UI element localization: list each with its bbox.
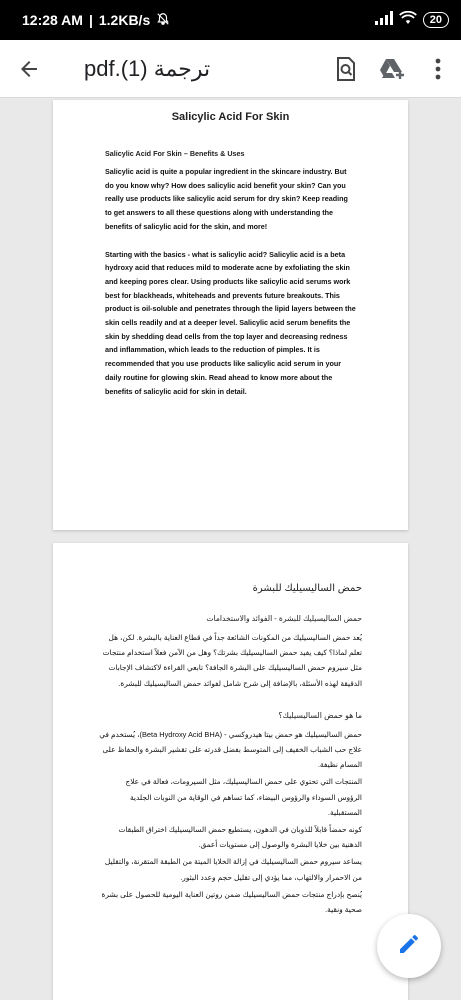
page2-subtitle: حمض الساليسيليك للبشرة - الفوائد والاستخدامات: [206, 614, 362, 623]
wifi-icon: [399, 11, 417, 30]
status-bar: [0, 0, 461, 40]
status-right: [375, 11, 449, 30]
status-time: 12:28 AM: [22, 12, 83, 28]
page2-paragraph-6: يُنصح بإدراج منتجات حمض الساليسيليك ضمن روتين العناية اليومية للحصول على بشرة صحية ونقية.: [101, 889, 362, 915]
app-bar: [0, 40, 461, 98]
page1-subtitle: Salicylic Acid For Skin – Benefits & Uses: [105, 149, 245, 158]
status-left: [22, 12, 170, 29]
page2-paragraph-5: يساعد سيروم حمض الساليسيليك في إزالة الخلايا الميتة من الطبقة المتقرنة، والتقليل من الاحمرار والالتهاب، مما يؤدي إلى تقليل حجم وعدد البثور.: [104, 857, 362, 882]
edit-pencil-icon: [397, 932, 421, 961]
edit-fab-button[interactable]: [377, 914, 441, 978]
page1-paragraph-2: Starting with the basics - what is salicylic acid? Salicylic acid is a beta hydroxy acid that reduces mild to moderate acne by exfoliating the skin and keeping pores clear. Using products like salicylic acid serums work best for blackheads, whiteheads and prevents future breakouts. This product is oil-soluble and penetrates through the lipid layers between the skin cells readily and at a deeper level. Salicylic acid serum benefits the skin by shedding dead cells from the top layer and decreasing redness and inflammation, which leads to the reduction of pimples. It is recommended that you use products like salicylic acid serum in your daily routine for glowing skin. Read ahead to know more about the benefits of salicylic acid for skin in detail.: [105, 249, 356, 396]
signal-icon: [375, 11, 393, 30]
page2-paragraph-1: يُعد حمض الساليسيليك من المكونات الشائعة جداً في قطاع العناية بالبشرة. لكن، هل تعلم لماذا؟ كيف يفيد حمض الساليسيليك بشرتك؟ وهل من الآمن فعلاً استخدام منتجات مثل سيروم حمض الساليسيليك على البشرة الجافة؟ تابعي القراءة لاكتشاف الإجابات الدقيقة لهذه الأسئلة، بالإضافة إلى شرح شامل لفوائد حمض الساليسيليك للبشرة.: [102, 633, 362, 688]
status-speed: 1.2KB/s: [98, 12, 151, 28]
battery-icon: 20: [423, 12, 449, 28]
status-separator: |: [88, 12, 93, 28]
page2-title: حمض الساليسيليك للبشرة: [252, 583, 362, 594]
page2-heading: ما هو حمض الساليسيليك؟: [278, 710, 362, 720]
document-title: pdf.(1) ترجمة: [84, 55, 211, 81]
app-actions: [323, 40, 461, 98]
page1-paragraph-1: Salicylic acid is quite a popular ingredient in the skincare industry. But do you know why? How does salicylic acid benefit your skin? Can you really use products like salicylic acid serum for dry skin? Keep reading to get answers to all these questions along with understanding the benefits of salicylic acid for the skin, and more!: [105, 167, 348, 231]
page2-paragraph-2: حمض الساليسيليك هو حمض بيتا هيدروكسي - (Beta Hydroxy Acid BHA)، يُستخدم في علاج حب الشباب الخفيف إلى المتوسط بفضل قدرته على تقشير البشرة والحفاظ على المسام نظيفة.: [99, 729, 362, 770]
arrow-back-icon[interactable]: [0, 40, 58, 98]
page1-title: Salicylic Acid For Skin: [171, 111, 290, 123]
pdf-page-1: [53, 100, 408, 530]
add-to-drive-icon[interactable]: [369, 40, 415, 98]
find-in-document-icon[interactable]: [323, 40, 369, 98]
more-vert-icon[interactable]: [415, 40, 461, 98]
page2-paragraph-3: المنتجات التي تحتوي على حمض الساليسيليك، مثل السيرومات، فعالة في علاج الرؤوس السوداء والرؤوس البيضاء، كما تساهم في الوقاية من النوبات الجلدية المستقبلية.: [125, 777, 362, 817]
page2-paragraph-4: كونه حمضاً قابلاً للذوبان في الدهون، يستطيع حمض الساليسيليك اختراق الطبقات الدهنية بين خلايا البشرة والوصول إلى مستويات أعمق.: [118, 825, 362, 850]
pdf-page-2: [53, 543, 408, 1000]
mute-bell-icon: [156, 12, 170, 29]
